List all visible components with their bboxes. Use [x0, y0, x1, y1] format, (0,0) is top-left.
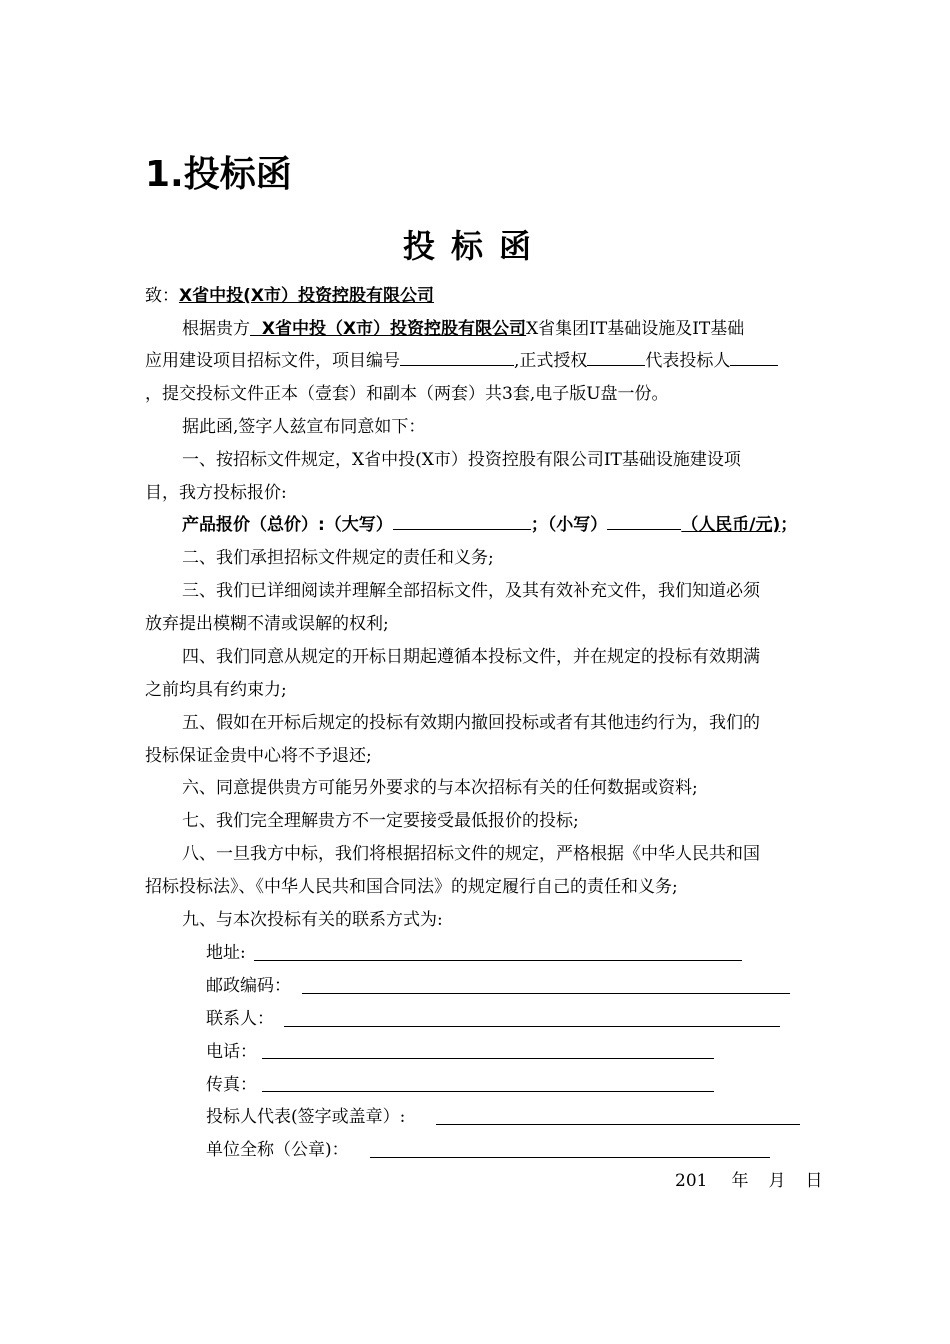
contact-person-label: 联系人：	[206, 1009, 274, 1029]
fax-blank[interactable]	[262, 1091, 714, 1092]
item-8-line-2: 招标投标法》、《中华人民共和国合同法》的规定履行自己的责任和义务;	[145, 877, 678, 897]
paragraph-1-line-2	[145, 345, 778, 377]
date-year: 201	[675, 1171, 708, 1191]
declaration: 据此函,签字人兹宣布同意如下：	[182, 417, 426, 437]
price-unit: （人民币/元)	[681, 515, 781, 535]
p1-line2-c: 代表投标人	[645, 351, 731, 371]
phone-label: 电话：	[206, 1042, 257, 1062]
p1-line1-rest: X省集团IT基础设施及IT基础	[526, 319, 745, 339]
p1-line2-a: 应用建设项目招标文件，项目编号	[145, 351, 400, 371]
date-year-char: 年	[731, 1171, 749, 1191]
authorized-person-blank[interactable]	[587, 347, 645, 366]
date-day-char: 日	[805, 1171, 823, 1191]
price-small-label: ；（小写）	[530, 515, 608, 535]
date-line	[675, 1165, 822, 1197]
price-lowercase-blank[interactable]	[607, 511, 681, 530]
section-title: 1.投标函	[145, 154, 292, 195]
item-7: 七、我们完全理解贵方不一定要接受最低报价的投标;	[182, 811, 579, 831]
item-5-line-1: 五、假如在开标后规定的投标有效期内撤回投标或者有其他违约行为，我们的	[182, 713, 760, 733]
document-title: 投标函	[402, 227, 547, 265]
bidder-blank[interactable]	[730, 347, 778, 366]
p1-prefix: 根据贵方	[182, 319, 250, 339]
address-label: 地址:	[206, 943, 246, 963]
paragraph-1-line-1	[182, 313, 744, 345]
recipient-line	[145, 280, 434, 312]
item-9: 九、与本次投标有关的联系方式为:	[182, 910, 443, 930]
p1-line3: ，提交投标文件正本（壹套）和副本（两套）共3套,电子版U盘一份。	[145, 384, 669, 404]
price-end: ；	[780, 515, 798, 535]
representative-label: 投标人代表(签字或盖章）:	[206, 1107, 406, 1127]
item-1-line-2: 目，我方投标报价:	[145, 483, 287, 503]
item-4-line-2: 之前均具有约束力;	[145, 680, 287, 700]
price-uppercase-blank[interactable]	[393, 511, 531, 530]
unit-name-blank[interactable]	[370, 1157, 770, 1158]
unit-name-label: 单位全称（公章)：	[206, 1140, 349, 1160]
item-3-line-1: 三、我们已详细阅读并理解全部招标文件，及其有效补充文件，我们知道必须	[182, 581, 760, 601]
price-label: 产品报价（总价）:（大写）	[182, 515, 393, 535]
postcode-blank[interactable]	[302, 993, 790, 994]
item-1-line-1: 一、按招标文件规定，X省中投(X市）投资控股有限公司IT基础设施建设项	[182, 450, 741, 470]
recipient-prefix: 致：	[145, 286, 179, 306]
item-2: 二、我们承担招标文件规定的责任和义务;	[182, 548, 494, 568]
p1-company: X省中投（X市）投资控股有限公司	[250, 319, 527, 339]
address-blank[interactable]	[254, 960, 742, 961]
item-8-line-1: 八、一旦我方中标，我们将根据招标文件的规定，严格根据《中华人民共和国	[182, 844, 760, 864]
item-6: 六、同意提供贵方可能另外要求的与本次招标有关的任何数据或资料;	[182, 778, 698, 798]
fax-label: 传真：	[206, 1075, 257, 1095]
recipient-company: X省中投(X市）投资控股有限公司	[179, 286, 434, 306]
contact-person-blank[interactable]	[284, 1026, 780, 1027]
postcode-label: 邮政编码：	[206, 976, 291, 996]
project-number-blank[interactable]	[400, 347, 514, 366]
item-3-line-2: 放弃提出模糊不清或误解的权利;	[145, 614, 389, 634]
phone-blank[interactable]	[262, 1058, 714, 1059]
price-line	[182, 509, 797, 541]
date-month-char: 月	[768, 1171, 786, 1191]
item-4-line-1: 四、我们同意从规定的开标日期起遵循本投标文件，并在规定的投标有效期满	[182, 647, 760, 667]
p1-line2-b: ,正式授权	[514, 351, 588, 371]
item-5-line-2: 投标保证金贵中心将不予退还;	[145, 746, 372, 766]
representative-blank[interactable]	[436, 1124, 800, 1125]
